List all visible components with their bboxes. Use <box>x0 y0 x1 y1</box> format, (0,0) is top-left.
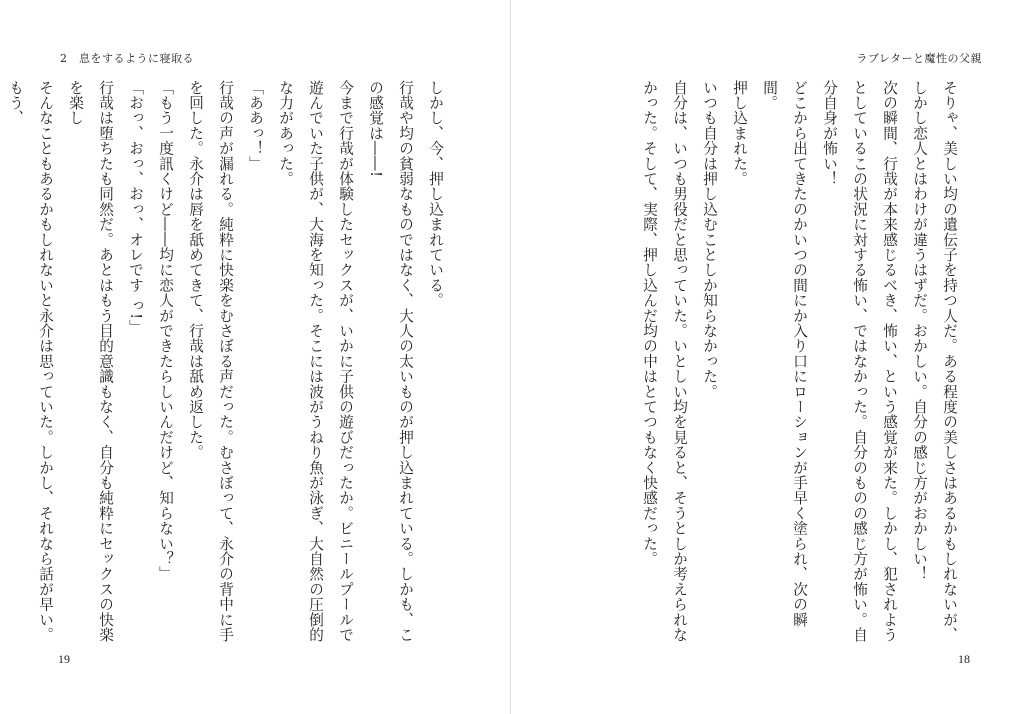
left-page-body <box>7 80 450 650</box>
paragraph: 押し込まれた。 <box>731 80 748 187</box>
paragraph: 「ああっ！」 <box>247 80 264 172</box>
right-page-body <box>564 80 964 650</box>
paragraph: 「もう一度訊くけど――均に恋人ができたらしいんだけど、知らない？」 <box>157 80 174 582</box>
right-page <box>511 0 1024 714</box>
paragraph: 行哉や均の貧弱なものではなく、大人の太いものが押し込まれている。しかも、この感覚は――! <box>367 80 414 643</box>
paragraph: 行哉は堕ちたも同然だ。あとはもう目的意識もなく、自分も純粋にセックスの快楽を楽し <box>67 80 114 643</box>
page-number-right: 18 <box>958 652 970 666</box>
paragraph: 今まで行哉が体験したセックスが、いかに子供の遊びだったか。ビニールプールで遊んでいた子供が、大海を知った。そこには波がうねり魚が泳ぎ、大自然の圧倒的な力があった。 <box>277 80 354 643</box>
paragraph: いつも自分は押し込むことしか知らなかった。 <box>701 80 718 400</box>
paragraph: そんなこともあるかもしれないと永介は思っていた。しかし、それなら話が早い。もう、 <box>7 80 54 643</box>
running-head-left: 2 息をするように寝取る <box>60 52 194 65</box>
left-page <box>0 0 510 714</box>
paragraph: 次の瞬間、行哉が本来感じるべき、怖い、という感覚が来た。しかし、犯されようとしているこの状況に対する怖い、ではなかった。自分のものの感じ方が怖い。自分自身が怖い！ <box>821 80 898 643</box>
paragraph: しかし、今、押し込まれている。 <box>427 80 444 308</box>
paragraph: どこから出てきたのかいつの間にか入り口にローションが手早く塗られ、次の瞬間。 <box>761 80 808 628</box>
paragraph: 行哉の声が漏れる。純粋に快楽をむさぼる声だった。むさぼって、永介の背中に手を回した。永介は唇を舐めてきて、行哉は舐め返した。 <box>187 80 234 643</box>
paragraph: そりゃ、美しい均の遺伝子を持つ人だ。ある程度の美しさはあるかもしれないが、しかし恋人とはわけが違うはずだ。おかしい。自分の感じ方がおかしい！ <box>911 80 958 643</box>
paragraph: 自分は、いつも男役だと思っていた。いとしい均を見ると、そうとしか考えられなかった。そして、実際、押し込んだ均の中はとてつもなく快感だった。 <box>641 80 688 643</box>
page-number-left: 19 <box>58 652 70 666</box>
running-head-right: ラブレターと魔性の父親 <box>856 52 982 65</box>
paragraph: 「おっ、おっ、おっ、オレです っ!」 <box>127 80 144 335</box>
